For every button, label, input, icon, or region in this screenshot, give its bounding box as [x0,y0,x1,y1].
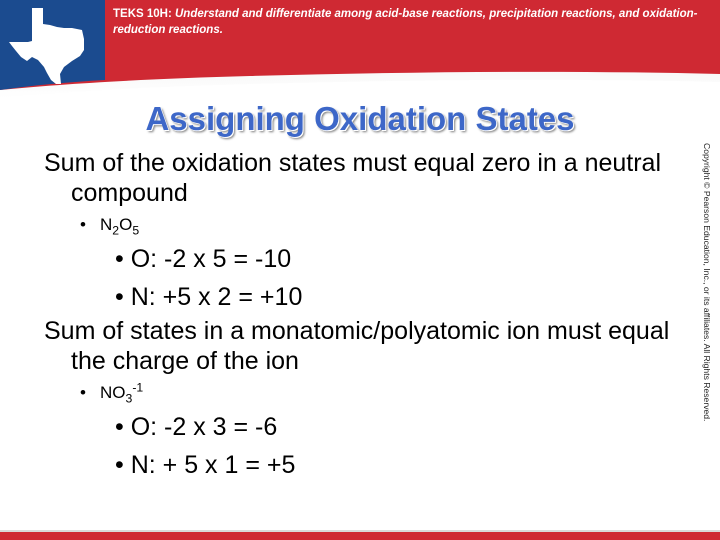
copyright-notice [698,143,712,422]
teks-description: Understand and differentiate among acid-base reactions, precipitation reactions, and oxidation-reduction reactions. [113,8,698,36]
footer-bar [0,532,720,540]
bullet: • [80,215,86,234]
step-nitrogen-1: • N: +5 x 2 = +10 [115,283,303,311]
example-formula-2 [44,382,684,404]
formula-subscript: 2 [112,223,120,238]
copyright-text: Copyright © Pearson Education, Inc., or its affiliates. All Rights Reserved. [702,143,712,422]
example-formula-1 [44,214,684,236]
rule-2: Sum of states in a monatomic/polyatomic ion must equal the charge of the ion [44,317,670,375]
formula-charge: -1 [132,380,144,395]
teks-code: TEKS 10H: [113,8,172,20]
step-oxygen-1: • O: -2 x 5 = -10 [115,245,292,273]
teks-standard [113,6,703,38]
slide-content [44,148,684,484]
formula-base: O [119,215,133,234]
header-banner [0,0,720,100]
bullet: • [80,383,86,402]
slide-title: Assigning Oxidation States [145,100,575,137]
formula-subscript: 3 [125,391,133,406]
rule-1: Sum of the oxidation states must equal zero in a neutral compound [44,149,662,207]
step-nitrogen-2: • N: + 5 x 1 = +5 [115,451,296,479]
step-oxygen-2: • O: -2 x 3 = -6 [115,413,278,441]
formula-base: N [100,215,113,234]
formula-subscript: 5 [132,223,140,238]
formula-base: NO [100,383,126,402]
